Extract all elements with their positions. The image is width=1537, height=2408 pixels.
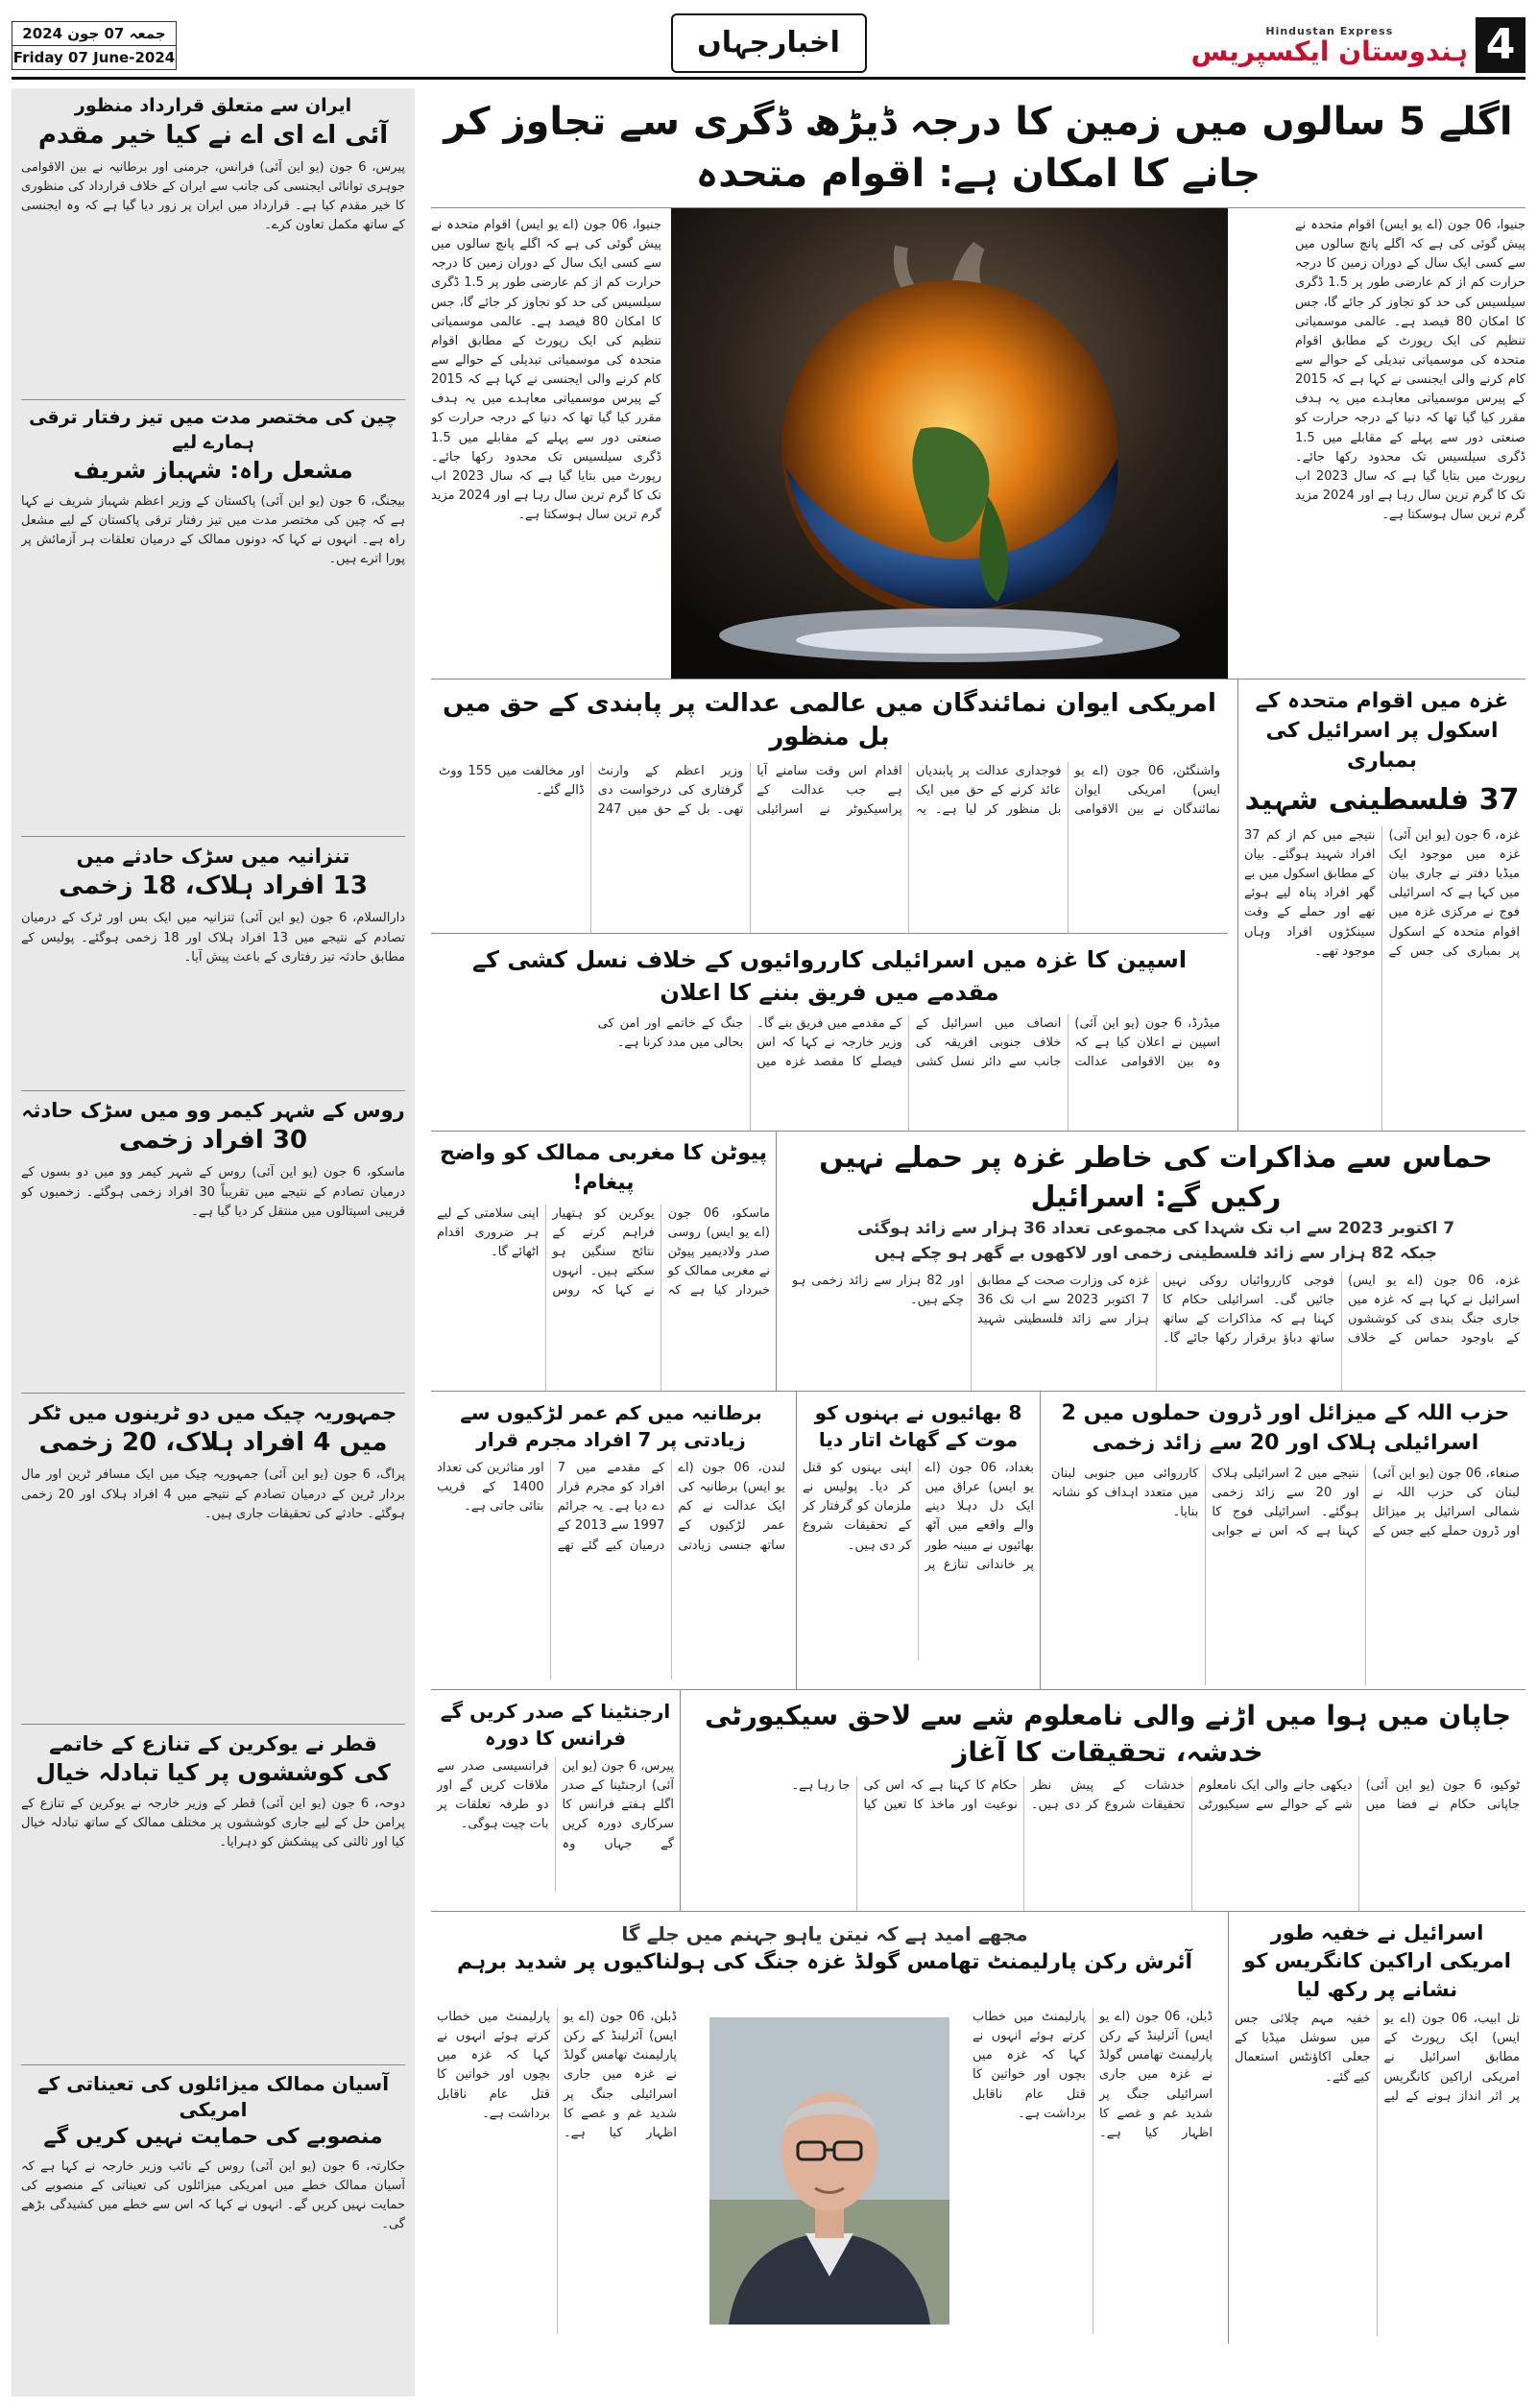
page-number: 4	[1476, 17, 1525, 73]
spain-headline: اسپین کا غزہ میں اسرائیلی کارروائیوں کے خلاف نسل کشی کے مقدمے میں فریق بننے کا اعلان	[471, 946, 1188, 1006]
hezbollah-body: صنعاء، 06 جون (یو این آئی) لبنان کی حزب اللہ نے شمالی اسرائیل پر میزائل اور ڈرون حملے کیے جس کے نتیجے میں 2 اسرائیلی ہلاک اور 20 سے زائد زخمی ہوگئے۔ اسرائیلی فوج کا کہنا ہے کہ اس نے جوابی کارروائی میں جنوبی لبنان میں متعدد اہداف کو نشانہ بنایا۔	[1051, 1466, 1520, 1539]
lead-story	[431, 208, 1525, 679]
hezbollah-story	[1045, 1392, 1525, 1689]
ireland-body-left: ڈبلن، 06 جون (اے یو ایس) آئرلینڈ کے رکن پارلیمنٹ تھامس گولڈ نے غزہ میں جاری اسرائیلی جنگ پر شدید غم و غصے کا اظہار کیا ہے۔ پارلیمنٹ میں خطاب کرتے ہوئے انہوں نے کہا کہ غزہ میں بچوں اور خواتین کا قتل عام ناقابل برداشت ہے۔	[437, 2010, 677, 2140]
hamas-story	[786, 1132, 1525, 1391]
hezbollah-headline: حزب اللہ کے میزائل اور ڈرون حملوں میں 2 اسرائیلی ہلاک اور 20 سے زائد زخمی	[1061, 1401, 1510, 1455]
sidebar-tanzania-story	[21, 837, 405, 1091]
sidebar-asean-story	[21, 2065, 405, 2396]
russia-body: ماسکو، 6 جون (یو این آئی) روس کے شہر کیمر وو میں دو بسوں کے درمیان تصادم کے نتیجے میں تقریباً 30 افراد زخمی ہوگئے۔ زخمیوں کو قریبی اسپتالوں میں منتقل کر دیا گیا ہے۔	[21, 1165, 405, 1219]
hamas-headline: حماس سے مذاکرات کی خاطر غزہ پر حملے نہیں رکیں گے: اسرائیل	[819, 1141, 1493, 1214]
lead-body-right: جنیوا، 06 جون (اے یو ایس) اقوام متحدہ نے پیش گوئی کی ہے کہ اگلے پانچ سالوں میں سے کسی ایک سال کے دوران زمین کا درجہ حرارت کم از کم عارضی طور پر 1.5 ڈگری سیلسیس کی حد کو تجاوز کر جائے گا، جس کا امکان 80 فیصد ہے۔ عالمی موسمیاتی تنظیم کی ایک رپورٹ کے مطابق اقوام متحدہ کی موسمیاتی تبدیلی کے حوالے سے کام کرنے والی ایجنسی نے کہا ہے کہ 2015 کے پیرس موسمیاتی معاہدے میں یہ ہدف مقرر کیا گیا تھا کہ دنیا کے درجہ حرارت کو صنعتی دور سے پہلے کے مقابلے میں 1.5 ڈگری سیلسیس تک محدود رکھا جائے۔ رپورٹ میں بتایا گیا ہے کہ سال 2023 اب تک کا گرم ترین سال رہا ہے اور 2024 مزید گرم ترین سال ہوسکتا ہے۔	[1295, 218, 1525, 523]
qatar-body: دوحہ، 6 جون (یو این آئی) قطر کے وزیر خارجہ نے یوکرین کے تنازع کے پرامن حل کے لیے جاری کوششوں پر مختلف ممالک کے ساتھ تبادلہ خیال کیا اور ثالثی کی پیشکش کو دہرایا۔	[21, 1796, 405, 1850]
sidebar-qatar-story	[21, 1725, 405, 2065]
ireland-story	[431, 1912, 1218, 2344]
japan-headline: جاپان میں ہوا میں اڑنے والی نامعلوم شے سے لاحق سیکیورٹی خدشہ، تحقیقات کا آغاز	[704, 1700, 1512, 1768]
date-english: Friday 07 June-2024	[12, 45, 176, 69]
czech-headline: میں 4 افراد ہلاک، 20 زخمی	[38, 1428, 388, 1458]
main-content	[431, 88, 1525, 2396]
baghdad-headline: 8 بھائیوں نے بہنوں کو موت کے گھاٹ اتار دیا	[814, 1401, 1022, 1451]
japan-body: ٹوکیو، 6 جون (یو این آئی) جاپانی حکام نے فضا میں دیکھی جانے والی ایک نامعلوم شے کے حوالے سے سیکیورٹی خدشات کے پیش نظر تحقیقات شروع کر دی ہیں۔ حکام کا کہنا ہے کہ اس کی نوعیت اور ماخذ کا تعین کیا جا رہا ہے۔	[791, 1777, 1520, 1812]
britain-story	[431, 1392, 791, 1689]
tanzania-kicker: تنزانیہ میں سڑک حادثے میں	[76, 845, 350, 868]
czech-body: پراگ، 6 جون (یو این آئی) جمہوریہ چیک میں ایک مسافر ٹرین اور مال بردار ٹرین کے درمیان تصادم کے نتیجے میں 4 افراد ہلاک اور 20 زخمی ہوگئے۔ حادثے کی تحقیقات جاری ہیں۔	[21, 1467, 405, 1521]
china-body: بیجنگ، 6 جون (یو این آئی) پاکستان کے وزیر اعظم شہباز شریف نے کہا ہے کہ چین کی مختصر مدت میں تیز رفتار ترقی پاکستان کے لیے مشعل راہ ہے۔ انہوں نے کہا کہ دونوں ممالک کے درمیان تعلقات ہر آزمائش پر پورا اترے ہیں۔	[21, 493, 405, 567]
sidebar-czech-story	[21, 1394, 405, 1725]
spain-story	[431, 939, 1228, 1131]
iran-body: پیرس، 6 جون (یو این آئی) فرانس، جرمنی اور برطانیہ نے بین الاقوامی جوہری توانائی ایجنسی کی جانب سے ایران کے خلاف قرارداد کی منظوری کا خیر مقدم کیا ہے۔ قرارداد میں ایران پر زور دیا گیا ہے کہ وہ ایجنسی کے ساتھ مکمل تعاون کرے۔	[21, 159, 405, 233]
sidebar-iran-story	[21, 88, 405, 400]
ireland-body-right: ڈبلن، 06 جون (اے یو ایس) آئرلینڈ کے رکن پارلیمنٹ تھامس گولڈ نے غزہ میں جاری اسرائیلی جنگ پر شدید غم و غصے کا اظہار کیا ہے۔ پارلیمنٹ میں خطاب کرتے ہوئے انہوں نے کہا کہ غزہ میں بچوں اور خواتین کا قتل عام ناقابل برداشت ہے۔	[973, 2010, 1213, 2140]
qatar-kicker: قطر نے یوکرین کے تنازع کے خاتمے	[49, 1732, 377, 1755]
putin-body: ماسکو، 06 جون (اے یو ایس) روسی صدر ولادیمیر پیوٹن نے مغربی ممالک کو خبردار کیا ہے کہ یوکرین کو ہتھیار فراہم کرنے کے نتائج سنگین ہو سکتے ہیں۔ انہوں نے کہا کہ روس اپنی سلامتی کے لیے ہر ضروری اقدام اٹھائے گا۔	[437, 1205, 770, 1299]
asean-kicker: آسیان ممالک میزائلوں کی تعیناتی کے امریکی	[36, 2072, 390, 2121]
baghdad-story	[796, 1392, 1041, 1689]
china-kicker: چین کی مختصر مدت میں تیز رفتار ترقی ہمارے لیے	[29, 407, 397, 453]
argentina-body: پیرس، 6 جون (یو این آئی) ارجنٹینا کے صدر اگلے ہفتے فرانس کا سرکاری دورہ کریں گے جہاں وہ فرانسیسی صدر سے ملاقات کریں گے اور دو طرفہ تعلقات پر بات چیت ہوگی۔	[437, 1759, 674, 1851]
row-congress-ireland	[431, 1912, 1525, 2344]
iran-headline: آئی اے ای اے نے کیا خیر مقدم	[37, 120, 389, 150]
qatar-headline: کی کوششوں پر کیا تبادلہ خیال	[36, 1759, 391, 1787]
congress-story	[1228, 1912, 1525, 2344]
czech-kicker: جمہوریہ چیک میں دو ٹرینوں میں ٹکر	[29, 1401, 397, 1424]
hamas-body: غزہ، 06 جون (اے یو ایس) اسرائیل نے کہا ہے کہ غزہ میں جاری جنگ بندی کی کوششوں کے باوجود حماس کے خلاف فوجی کارروائیاں روکی نہیں جائیں گی۔ اسرائیلی حکام کا کہنا ہے کہ مذاکرات کے ساتھ ساتھ دباؤ برقرار رکھا جائے گا۔ غزہ کی وزارت صحت کے مطابق 7 اکتوبر 2023 سے اب تک 36 ہزار سے زائد فلسطینی شہید اور 82 ہزار سے زائد زخمی ہو چکے ہیں۔	[792, 1274, 1520, 1347]
asean-headline: منصوبے کی حمایت نہیں کریں گے	[43, 2125, 383, 2149]
date-urdu: جمعہ 07 جون 2024	[22, 24, 166, 42]
tanzania-headline: 13 افراد ہلاک، 18 زخمی	[59, 871, 368, 901]
asean-body: جکارتہ، 6 جون (یو این آئی) روس کے نائب وزیر خارجہ نے کہا ہے کہ آسیان ممالک خطے میں امریکی میزائلوں کی تعیناتی کے منصوبے کی حمایت نہیں کریں گے۔ انہوں نے کہا کہ اس سے خطے میں کشیدگی بڑھے گی۔	[21, 2158, 405, 2232]
icc-body: واشنگٹن، 06 جون (اے یو ایس) امریکی ایوان نمائندگان نے بین الاقوامی فوجداری عدالت پر پابندیاں عائد کرنے کے حق میں ایک بل منظور کر لیا ہے۔ یہ اقدام اس وقت سامنے آیا ہے جب عدالت کے پراسیکیوٹر نے اسرائیلی وزیر اعظم کے وارنٹ گرفتاری کی درخواست دی تھی۔ بل کے حق میں 247 اور مخالفت میں 155 ووٹ ڈالے گئے۔	[439, 764, 1220, 818]
ireland-headline: آئرش رکن پارلیمنٹ تھامس گولڈ غزہ جنگ کی ہولناکیوں پر شدید برہم	[456, 1950, 1192, 1974]
icc-headline: امریکی ایوان نمائندگان میں عالمی عدالت پر پابندی کے حق میں بل منظور	[443, 689, 1216, 752]
icc-story	[431, 679, 1228, 934]
row-japan	[431, 1690, 1525, 1912]
russia-kicker: روس کے شہر کیمر وو میں سڑک حادثہ	[21, 1099, 405, 1122]
gaza-school-body: غزہ، 6 جون (یو این آئی) غزہ میں موجود ایک میڈیا دفتر نے جاری بیان میں کہا ہے کہ اسرائیلی فوج نے مرکزی غزہ میں اقوام متحدہ کے اسکول پر بمباری کی جس کے نتیجے میں کم از کم 37 افراد شہید ہوگئے۔ بیان کے مطابق اسکول میں بے گھر افراد پناہ لیے ہوئے تھے اور حملے کے وقت سینکڑوں افراد وہاں موجود تھے۔	[1244, 827, 1520, 959]
row-hamas-putin	[431, 1132, 1525, 1392]
brand	[1191, 17, 1525, 73]
ireland-kicker: مجھے امید ہے کہ نیتن یاہو جہنم میں جلے گا	[621, 1922, 1028, 1945]
baghdad-body: بغداد، 06 جون (اے یو ایس) عراق میں ایک دل دہلا دینے والے واقعے میں آٹھ بھائیوں نے مبینہ طور پر خاندانی تنازع پر اپنی بہنوں کو قتل کر دیا۔ پولیس نے ملزمان کو گرفتار کر کے تحقیقات شروع کر دی ہیں۔	[803, 1461, 1034, 1572]
brand-english: Hindustan Express	[1265, 24, 1394, 37]
lead-body-left: جنیوا، 06 جون (اے یو ایس) اقوام متحدہ نے پیش گوئی کی ہے کہ اگلے پانچ سالوں میں سے کسی ایک سال کے دوران زمین کا درجہ حرارت کم از کم عارضی طور پر 1.5 ڈگری سیلسیس کی حد کو تجاوز کر جائے گا، جس کا امکان 80 فیصد ہے۔ عالمی موسمیاتی تنظیم کی ایک رپورٹ کے مطابق اقوام متحدہ کی موسمیاتی تبدیلی کے حوالے سے کام کرنے والی ایجنسی نے کہا ہے کہ 2015 کے پیرس موسمیاتی معاہدے میں یہ ہدف مقرر کیا گیا تھا کہ دنیا کے درجہ حرارت کو صنعتی دور سے پہلے کے مقابلے میں 1.5 ڈگری سیلسیس تک محدود رکھا جائے۔ رپورٹ میں بتایا گیا ہے کہ سال 2023 اب تک کا گرم ترین سال رہا ہے اور 2024 مزید گرم ترین سال ہوسکتا ہے۔	[431, 218, 661, 523]
thomas-gould-portrait	[709, 2017, 949, 2325]
congress-headline: اسرائیل نے خفیہ طور امریکی اراکین کانگریس کو نشانے پر رکھ لیا	[1243, 1921, 1511, 2001]
spain-body: میڈرڈ، 6 جون (یو این آئی) اسپین نے اعلان کیا ہے کہ وہ بین الاقوامی عدالت انصاف میں اسرائیل کے خلاف جنوبی افریقہ کی جانب سے دائر نسل کشی کے مقدمے میں فریق بنے گا۔ وزیر خارجہ نے کہا کہ اس فیصلے کا مقصد غزہ میں جنگ کے خاتمے اور امن کی بحالی میں مدد کرنا ہے۔	[597, 1016, 1220, 1070]
putin-story	[431, 1132, 777, 1391]
russia-headline: 30 افراد زخمی	[118, 1126, 308, 1156]
lead-headline: اگلے 5 سالوں میں زمین کا درجہ ڈیڑھ ڈگری سے تجاوز کر جانے کا امکان ہے: اقوام متحدہ	[431, 88, 1525, 208]
congress-body: تل ابیب، 06 جون (اے یو ایس) ایک رپورٹ کے مطابق اسرائیل نے امریکی اراکین کانگریس پر اثر انداز ہونے کے لیے خفیہ مہم چلائی جس میں سوشل میڈیا کے جعلی اکاؤنٹس استعمال کیے گئے۔	[1235, 2012, 1520, 2104]
row-gaza-icc	[431, 679, 1525, 1132]
hamas-deck-1: 7 اکتوبر 2023 سے اب تک شہدا کی مجموعی تعداد 36 ہزار سے زائد ہوگئی	[856, 1219, 1455, 1238]
argentina-story	[431, 1690, 681, 1911]
melting-earth-image	[671, 208, 1228, 679]
putin-headline: پیوٹن کا مغربی ممالک کو واضح پیغام!	[439, 1141, 768, 1195]
section-title: اخبارجہاں	[671, 13, 867, 73]
sidebar-briefs	[12, 88, 415, 2396]
hamas-deck-2: جبکہ 82 ہزار سے زائد فلسطینی زخمی اور لاکھوں بے گھر ہو چکے ہیں	[874, 1243, 1437, 1263]
sidebar-china-story	[21, 400, 405, 837]
brand-urdu: ہندوستان ایکسپریس	[1190, 35, 1468, 67]
britain-headline: برطانیہ میں کم عمر لڑکیوں سے زیادتی پر 7 افراد مجرم قرار	[460, 1401, 762, 1451]
china-headline: مشعل راہ: شہباز شریف	[73, 457, 353, 485]
row-hezbollah	[431, 1392, 1525, 1690]
sidebar-russia-story	[21, 1091, 405, 1394]
masthead	[12, 13, 1525, 80]
argentina-headline: ارجنٹینا کے صدر کریں گے فرانس کا دورہ	[440, 1700, 671, 1750]
tanzania-body: دارالسلام، 6 جون (یو این آئی) تنزانیہ میں ایک بس اور ٹرک کے درمیان تصادم کے نتیجے میں 13 افراد ہلاک اور 18 زخمی ہوگئے۔ پولیس کے مطابق حادثہ تیز رفتاری کے باعث پیش آیا۔	[21, 911, 405, 965]
japan-story	[690, 1690, 1525, 1911]
britain-body: لندن، 06 جون (اے یو ایس) برطانیہ کی ایک عدالت نے کم عمر لڑکیوں کے ساتھ جنسی زیادتی کے مقدمے میں 7 افراد کو مجرم قرار دے دیا ہے۔ یہ جرائم 1997 سے 2013 کے درمیان کیے گئے تھے اور متاثرین کی تعداد 1400 کے قریب بتائی جاتی ہے۔	[437, 1461, 785, 1553]
date-box	[12, 21, 177, 70]
gaza-school-headline: غزہ میں اقوام متحدہ کے اسکول پر اسرائیل کی بمباری	[1255, 689, 1509, 773]
brand-logo	[1191, 25, 1468, 66]
gaza-school-subhead: 37 فلسطینی شہید	[1244, 783, 1520, 818]
gaza-school-story	[1237, 679, 1525, 1131]
iran-kicker: ایران سے متعلق قرارداد منظور	[74, 95, 352, 116]
